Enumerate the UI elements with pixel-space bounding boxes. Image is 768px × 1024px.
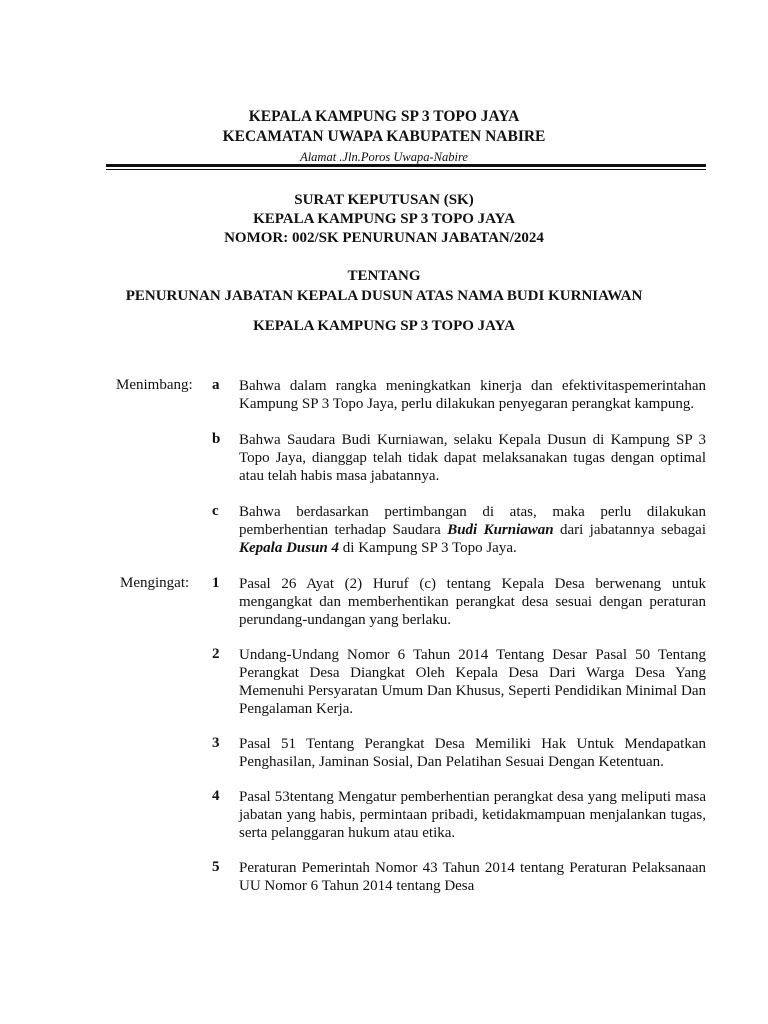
menimbang-item-c-text-after: di Kampung SP 3 Topo Jaya. <box>339 540 517 556</box>
mengingat-item-1: Pasal 26 Ayat (2) Huruf (c) tentang Kepala Desa berwenang untuk mengangkat dan memberhentikan perangkat desa sesuai dengan peraturan perundang-undangan yang berlaku. <box>239 576 706 628</box>
menimbang-mark-c: c <box>212 503 219 519</box>
menimbang-item-b: Bahwa Saudara Budi Kurniawan, selaku Kepala Dusun di Kampung SP 3 Topo Jaya, dianggap telah tidak dapat melaksanakan tugas dengan optimal atau telah habis masa jabatannya. <box>239 432 706 484</box>
decree-about-label: TENTANG <box>347 268 421 284</box>
mengingat-item-3: Pasal 51 Tentang Perangkat Desa Memiliki Hak Untuk Mendapatkan Penghasilan, Jaminan Sosial, Dan Pelatihan Sesuai Dengan Ketentuan. <box>239 736 706 770</box>
mengingat-mark-2: 2 <box>212 646 220 662</box>
menimbang-item-c-text-middle: dari jabatannya sebagai <box>553 522 707 538</box>
decree-issuer: KEPALA KAMPUNG SP 3 TOPO JAYA <box>253 211 515 227</box>
menimbang-mark-a: a <box>212 377 220 393</box>
mengingat-mark-3: 3 <box>212 735 220 751</box>
decree-title: SURAT KEPUTUSAN (SK) <box>294 192 474 208</box>
letterhead-title: KEPALA KAMPUNG SP 3 TOPO JAYA <box>248 108 520 125</box>
letterhead-rule-thin <box>106 169 706 170</box>
letterhead-subtitle: KECAMATAN UWAPA KABUPATEN NABIRE <box>222 128 546 145</box>
decree-authority: KEPALA KAMPUNG SP 3 TOPO JAYA <box>253 318 515 334</box>
letterhead-address: Alamat .Jln.Poros Uwapa-Nabire <box>300 150 468 164</box>
mengingat-item-2: Undang-Undang Nomor 6 Tahun 2014 Tentang Desar Pasal 50 Tentang Perangkat Desa Diangkat Oleh Kepala Desa Dari Warga Desa Yang Memenuhi Persyaratan Umum Dan Khusus, Seperti Pendidikan Minimal Dan Pengalaman Kerja. <box>239 647 707 717</box>
subject-name: Budi Kurniawan <box>447 522 554 538</box>
mengingat-mark-1: 1 <box>212 575 220 591</box>
letterhead-rule-thick <box>106 164 706 167</box>
mengingat-mark-4: 4 <box>212 788 220 804</box>
decree-number: NOMOR: 002/SK PENURUNAN JABATAN/2024 <box>224 230 544 246</box>
menimbang-item-c-text-before: Bahwa berdasarkan pertimbangan di atas, maka perlu dilakukan pemberhentian terhadap Saudara <box>239 504 706 538</box>
mengingat-label: Mengingat: <box>120 575 190 591</box>
mengingat-item-5: Peraturan Pemerintah Nomor 43 Tahun 2014 tentang Peraturan Pelaksanaan UU Nomor 6 Tahun 2014 tentang Desa <box>239 860 706 894</box>
decree-subject: PENURUNAN JABATAN KEPALA DUSUN ATAS NAMA BUDI KURNIAWAN <box>125 288 643 304</box>
mengingat-item-4: Pasal 53tentang Mengatur pemberhentian perangkat desa yang meliputi masa jabatan yang habis, permintaan pribadi, ketidakmampuan menjalankan tugas, serta pelanggaran hukum atau etika. <box>239 789 706 841</box>
subject-position: Kepala Dusun 4 <box>239 540 340 556</box>
menimbang-label: Menimbang: <box>116 377 193 393</box>
mengingat-mark-5: 5 <box>212 859 220 875</box>
menimbang-item-c <box>239 503 706 557</box>
menimbang-mark-b: b <box>212 431 221 447</box>
menimbang-item-a: Bahwa dalam rangka meningkatkan kinerja dan efektivitaspemerintahan Kampung SP 3 Topo Jaya, perlu dilakukan penyegaran perangkat kampung. <box>239 378 706 412</box>
